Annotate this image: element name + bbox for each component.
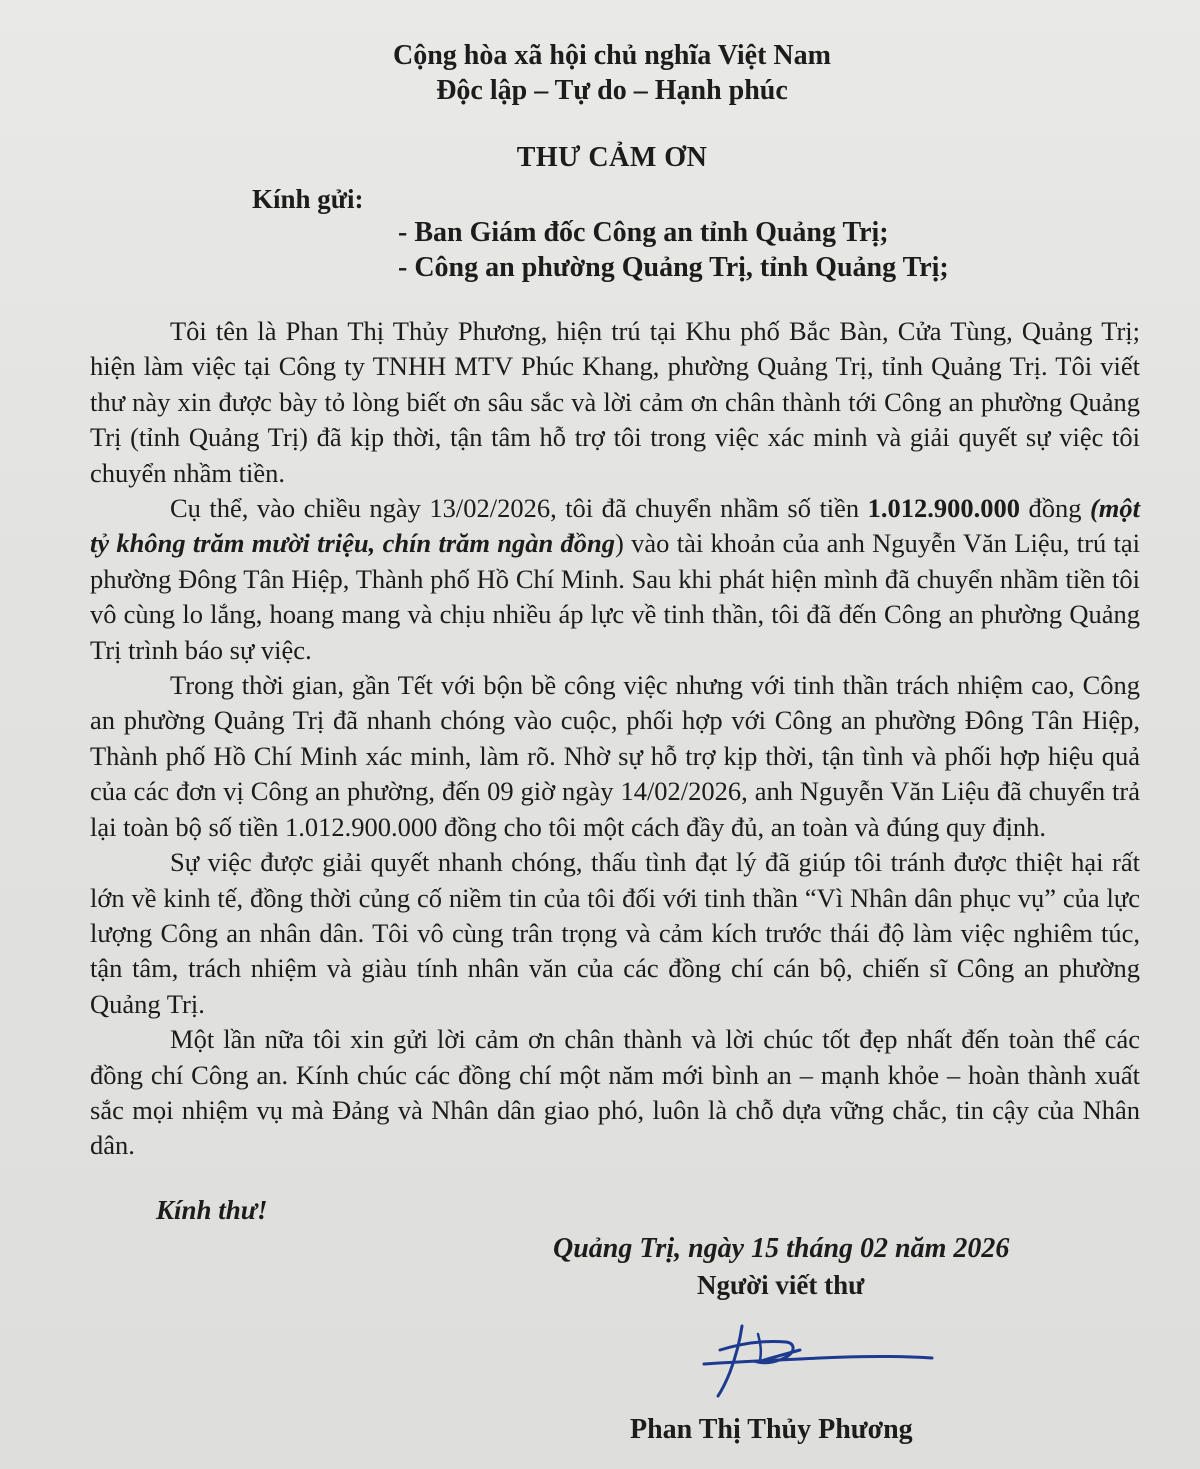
national-title: Cộng hòa xã hội chủ nghĩa Việt Nam — [393, 40, 831, 71]
national-motto: Độc lập – Tự do – Hạnh phúc — [436, 75, 788, 106]
incident-text-1: Cụ thể, vào chiều ngày 13/02/2026, tôi đã chuyển nhầm số tiền — [170, 493, 868, 524]
paragraph-wishes: Một lần nữa tôi xin gửi lời cảm ơn chân thành và lời chúc tốt đẹp nhất đến toàn thể các đồng chí Công an. Kính chúc các đồng chí một năm mới bình an – mạnh khỏe – hoàn thành xuất sắc mọi nhiệm vụ mà Đảng và Nhân dân giao phó, luôn là chỗ dựa vững chắc, tin cậy của Nhân dân. — [90, 1024, 1140, 1161]
handwritten-signature — [700, 1320, 940, 1400]
paragraph-incident — [90, 491, 1140, 668]
recipient-line-2: - Công an phường Quảng Trị, tỉnh Quảng Trị; — [398, 252, 949, 283]
incident-text-3: ) vào tài khoản của anh Nguyễn Văn Liệu, trú tại phường Đông Tân Hiệp, Thành phố Hồ Chí Minh. Sau khi phát hiện mình đã chuyển nhầm tiền tôi vô cùng lo lắng, hoang mang và chịu nhiều áp lực về tinh thần, tôi đã đến Công an phường Quảng Trị trình báo sự việc. — [90, 528, 1140, 665]
transfer-amount-in-words: (một tỷ không trăm mười triệu, chín trăm ngàn đồng — [90, 493, 1140, 559]
incident-text-2: đồng — [1020, 493, 1090, 524]
paragraph-appreciation: Sự việc được giải quyết nhanh chóng, thấu tình đạt lý đã giúp tôi tránh được thiệt hại rất lớn về kinh tế, đồng thời củng cố niềm tin của tôi đối với tinh thần “Vì Nhân dân phục vụ” của lực lượng Công an nhân dân. Tôi vô cùng trân trọng và cảm kích trước thái độ làm việc nghiêm túc, tận tâm, trách nhiệm và giàu tính nhân văn của các đồng chí cán bộ, chiến sĩ Công an phường Quảng Trị. — [90, 847, 1140, 1019]
paragraph-introduction: Tôi tên là Phan Thị Thủy Phương, hiện trú tại Khu phố Bắc Bàn, Cửa Tùng, Quảng Trị; hiện làm việc tại Công ty TNHH MTV Phúc Khang, phường Quảng Trị, tỉnh Quảng Trị. Tôi viết thư này xin được bày tỏ lòng biết ơn sâu sắc và lời cảm ơn chân thành tới Công an phường Quảng Trị (tỉnh Quảng Trị) đã kịp thời, tận tâm hỗ trợ tôi trong việc xác minh và giải quyết sự việc tôi chuyển nhầm tiền. — [90, 316, 1140, 488]
paragraph-resolution: Trong thời gian, gần Tết với bộn bề công việc nhưng với tinh thần trách nhiệm cao, Công an phường Quảng Trị đã nhanh chóng vào cuộc, phối hợp với Công an phường Đông Tân Hiệp, Thành phố Hồ Chí Minh xác minh, làm rõ. Nhờ sự hỗ trợ kịp thời, tận tình và phối hợp hiệu quả của các đơn vị Công an phường, đến 09 giờ ngày 14/02/2026, anh Nguyễn Văn Liệu đã chuyển trả lại toàn bộ số tiền 1.012.900.000 đồng cho tôi một cách đầy đủ, an toàn và đúng quy định. — [90, 670, 1140, 842]
closing: Kính thư! — [156, 1195, 268, 1225]
greeting: Kính gửi: — [252, 184, 364, 214]
writer-label: Người viết thư — [697, 1270, 865, 1300]
recipient-line-1: - Ban Giám đốc Công an tỉnh Quảng Trị; — [398, 217, 889, 248]
place-and-date: Quảng Trị, ngày 15 tháng 02 năm 2026 — [553, 1233, 1010, 1264]
letter-body — [90, 314, 1140, 1164]
transfer-amount: 1.012.900.000 — [867, 493, 1021, 524]
signer-name: Phan Thị Thủy Phương — [630, 1414, 913, 1445]
letter-title: THƯ CẢM ƠN — [516, 142, 708, 173]
